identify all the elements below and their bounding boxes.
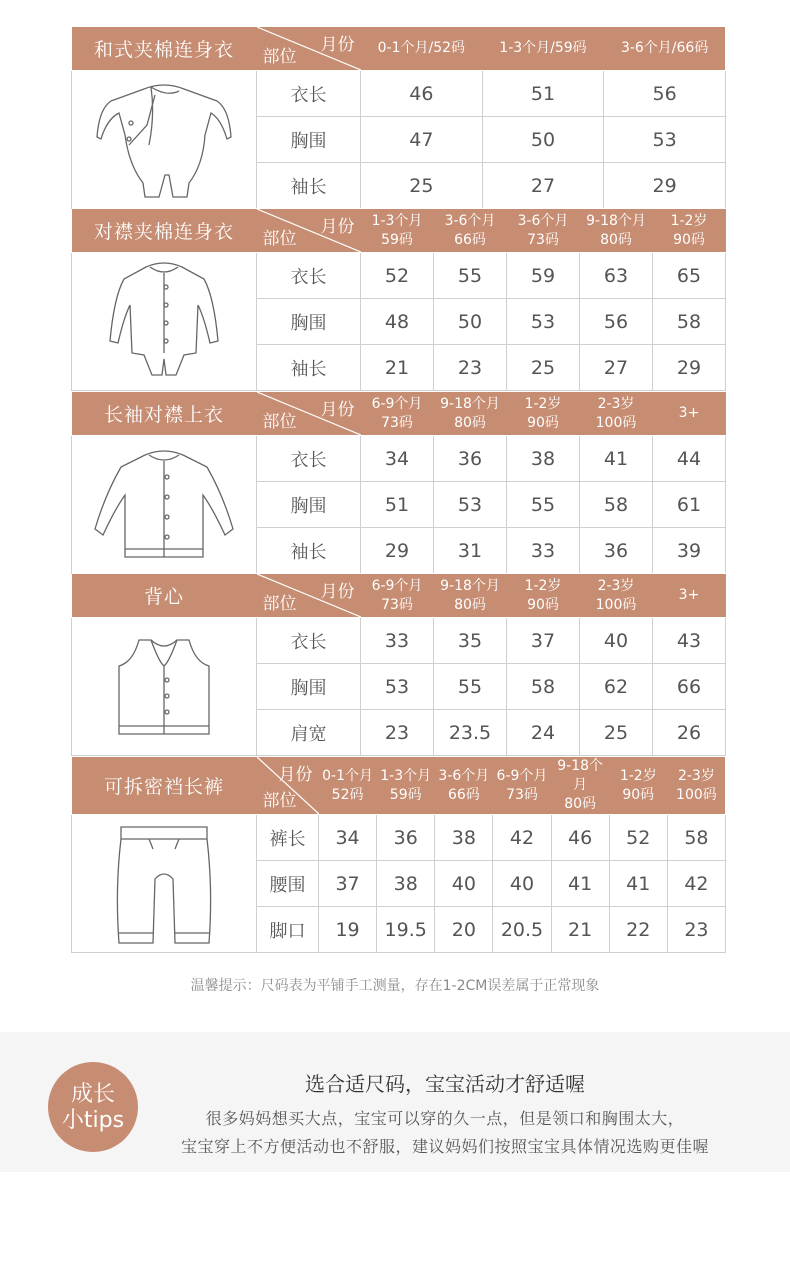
badge-line-2: 小tips — [61, 1108, 125, 1133]
measure-value: 23.5 — [434, 710, 507, 756]
tips-heading: 选合适尺码，宝宝活动才舒适喔 — [305, 1072, 585, 1096]
measure-label: 衣长 — [257, 618, 361, 664]
column-age: 1-2岁 — [619, 767, 657, 784]
size-column-header — [653, 392, 726, 436]
measure-value: 56 — [604, 71, 726, 117]
column-age: 0-1个月/52码 — [377, 40, 466, 56]
size-column-header — [507, 392, 580, 436]
column-size: 100码 — [595, 414, 637, 431]
table-row — [72, 71, 726, 117]
column-size: 90码 — [622, 786, 655, 803]
month-label: 月份 — [278, 765, 313, 785]
table-title: 对襟夹棉连身衣 — [72, 209, 257, 253]
measure-value: 23 — [434, 345, 507, 391]
part-label: 部位 — [262, 791, 297, 811]
size-note: 温馨提示：尺码表为平铺手工测量，存在1-2CM误差属于正常现象 — [190, 978, 600, 994]
column-age: 9-18个月 — [586, 212, 646, 229]
column-size: 90码 — [527, 414, 559, 431]
size-table — [71, 208, 726, 391]
measure-value: 33 — [507, 528, 580, 574]
column-age: 9-18个月 — [440, 395, 500, 412]
kimono-romper-icon — [72, 75, 256, 205]
size-column-header — [319, 757, 377, 815]
column-size: 90码 — [673, 231, 705, 248]
size-column-header — [551, 757, 609, 815]
column-size: 90码 — [527, 596, 559, 613]
size-column-header — [604, 27, 726, 71]
size-column-header — [609, 757, 667, 815]
tips-line-1: 很多妈妈想买大点，宝宝可以穿的久一点，但是领口和胸围太大， — [205, 1109, 685, 1128]
front-button-romper-icon — [72, 257, 256, 387]
column-size: 59码 — [381, 231, 413, 248]
column-size: 100码 — [676, 786, 717, 803]
month-label: 月份 — [320, 400, 355, 420]
measure-value: 36 — [580, 528, 653, 574]
measure-value: 41 — [609, 861, 667, 907]
measure-value: 24 — [507, 710, 580, 756]
garment-illustration — [72, 436, 257, 574]
diagonal-header — [257, 392, 361, 436]
measure-value: 58 — [653, 299, 726, 345]
measure-value: 44 — [653, 436, 726, 482]
measure-label: 胸围 — [257, 299, 361, 345]
column-size: 100码 — [595, 596, 637, 613]
measure-value: 34 — [361, 436, 434, 482]
garment-illustration — [72, 815, 257, 953]
table-title: 长袖对襟上衣 — [72, 392, 257, 436]
diagonal-header — [257, 757, 319, 815]
column-age: 3-6个月 — [438, 767, 490, 784]
measure-label: 肩宽 — [257, 710, 361, 756]
column-age: 6-9个月 — [371, 577, 423, 594]
measure-label: 衣长 — [257, 71, 361, 117]
table-row — [72, 436, 726, 482]
measure-value: 43 — [653, 618, 726, 664]
measure-value: 36 — [377, 815, 435, 861]
table-title: 背心 — [72, 574, 257, 618]
measure-label: 袖长 — [257, 163, 361, 209]
long-sleeve-top-icon — [72, 445, 256, 565]
measure-value: 55 — [434, 664, 507, 710]
pants-icon — [72, 819, 256, 949]
measure-value: 65 — [653, 253, 726, 299]
measure-value: 46 — [361, 71, 483, 117]
column-size: 73码 — [527, 231, 559, 248]
measure-value: 42 — [667, 861, 725, 907]
measure-value: 37 — [319, 861, 377, 907]
measure-value: 29 — [361, 528, 434, 574]
measure-value: 23 — [361, 710, 434, 756]
size-column-header — [653, 574, 726, 618]
measure-value: 40 — [493, 861, 551, 907]
column-size: 73码 — [506, 786, 538, 803]
size-column-header — [667, 757, 725, 815]
measure-value: 50 — [482, 117, 604, 163]
column-age: 3+ — [678, 587, 700, 603]
part-label: 部位 — [262, 47, 297, 67]
measure-value: 59 — [507, 253, 580, 299]
measure-value: 46 — [551, 815, 609, 861]
measure-value: 52 — [609, 815, 667, 861]
size-column-header — [434, 209, 507, 253]
column-size: 59码 — [389, 786, 422, 803]
part-label: 部位 — [262, 412, 297, 432]
measure-label: 袖长 — [257, 528, 361, 574]
measure-value: 38 — [377, 861, 435, 907]
measure-value: 19 — [319, 907, 377, 953]
month-label: 月份 — [320, 217, 355, 237]
table-row — [72, 253, 726, 299]
size-column-header — [493, 757, 551, 815]
measure-value: 19.5 — [377, 907, 435, 953]
size-column-header — [580, 574, 653, 618]
measure-value: 35 — [434, 618, 507, 664]
header-row — [72, 209, 726, 253]
measure-value: 27 — [580, 345, 653, 391]
garment-illustration — [72, 71, 257, 209]
measure-value: 53 — [604, 117, 726, 163]
column-size: 73码 — [381, 596, 413, 613]
measure-value: 29 — [604, 163, 726, 209]
measure-label: 胸围 — [257, 664, 361, 710]
column-age: 1-3个月 — [371, 212, 423, 229]
measure-value: 38 — [507, 436, 580, 482]
size-table — [71, 573, 726, 756]
part-label: 部位 — [262, 594, 297, 614]
measure-label: 胸围 — [257, 482, 361, 528]
size-column-header — [435, 757, 493, 815]
table-title: 和式夹棉连身衣 — [72, 27, 257, 71]
measure-value: 52 — [361, 253, 434, 299]
measure-value: 41 — [580, 436, 653, 482]
column-size: 80码 — [454, 414, 486, 431]
measure-value: 55 — [507, 482, 580, 528]
measure-value: 40 — [580, 618, 653, 664]
month-label: 月份 — [320, 35, 355, 55]
size-column-header — [653, 209, 726, 253]
size-column-header — [434, 392, 507, 436]
column-size: 80码 — [600, 231, 632, 248]
column-size: 66码 — [447, 786, 480, 803]
column-size: 73码 — [381, 414, 413, 431]
column-size: 80码 — [564, 796, 597, 812]
header-row — [72, 392, 726, 436]
measure-label: 脚口 — [257, 907, 319, 953]
tips-panel — [0, 1032, 790, 1172]
measure-value: 37 — [507, 618, 580, 664]
diagonal-header — [257, 209, 361, 253]
measure-value: 21 — [551, 907, 609, 953]
measure-label: 衣长 — [257, 253, 361, 299]
measure-value: 40 — [435, 861, 493, 907]
column-age: 1-3个月 — [380, 767, 432, 784]
garment-illustration — [72, 253, 257, 391]
header-row — [72, 27, 726, 71]
measure-value: 26 — [653, 710, 726, 756]
table-row — [72, 618, 726, 664]
measure-value: 36 — [434, 436, 507, 482]
column-size: 66码 — [454, 231, 486, 248]
column-age: 9-18个月 — [557, 758, 604, 793]
column-age: 2-3岁 — [597, 577, 635, 594]
measure-value: 41 — [551, 861, 609, 907]
measure-value: 53 — [434, 482, 507, 528]
measure-value: 55 — [434, 253, 507, 299]
measure-value: 61 — [653, 482, 726, 528]
column-age: 3+ — [678, 405, 700, 421]
measure-value: 25 — [361, 163, 483, 209]
size-column-header — [377, 757, 435, 815]
diagonal-header — [257, 27, 361, 71]
column-age: 1-2岁 — [524, 577, 562, 594]
vest-icon — [72, 632, 256, 742]
column-age: 0-1个月 — [322, 767, 373, 784]
measure-label: 袖长 — [257, 345, 361, 391]
column-age: 6-9个月 — [371, 395, 423, 412]
garment-illustration — [72, 618, 257, 756]
tips-line-2: 宝宝穿上不方便活动也不舒服，建议妈妈们按照宝宝具体情况选购更佳喔 — [180, 1137, 709, 1156]
size-column-header — [361, 392, 434, 436]
measure-value: 33 — [361, 618, 434, 664]
measure-value: 25 — [580, 710, 653, 756]
table-title: 可拆密裆长裤 — [72, 757, 257, 815]
column-size: 80码 — [454, 596, 486, 613]
measure-value: 58 — [667, 815, 725, 861]
measure-value: 48 — [361, 299, 434, 345]
measure-value: 53 — [361, 664, 434, 710]
size-table — [71, 391, 726, 574]
size-column-header — [361, 574, 434, 618]
size-column-header — [580, 392, 653, 436]
tips-badge — [48, 1062, 138, 1152]
column-age: 3-6个月 — [444, 212, 496, 229]
measure-value: 34 — [319, 815, 377, 861]
size-table — [71, 26, 726, 209]
measure-value: 25 — [507, 345, 580, 391]
header-row — [72, 574, 726, 618]
size-column-header — [507, 574, 580, 618]
measure-value: 51 — [361, 482, 434, 528]
measure-value: 47 — [361, 117, 483, 163]
measure-value: 66 — [653, 664, 726, 710]
measure-value: 53 — [507, 299, 580, 345]
measure-value: 42 — [493, 815, 551, 861]
measure-value: 38 — [435, 815, 493, 861]
measure-value: 58 — [507, 664, 580, 710]
badge-line-1: 成长 — [70, 1082, 115, 1107]
measure-value: 58 — [580, 482, 653, 528]
column-age: 3-6个月/66码 — [620, 40, 709, 56]
diagonal-header — [257, 574, 361, 618]
measure-value: 21 — [361, 345, 434, 391]
column-age: 1-2岁 — [670, 212, 708, 229]
column-age: 3-6个月 — [517, 212, 569, 229]
measure-value: 31 — [434, 528, 507, 574]
measure-label: 裤长 — [257, 815, 319, 861]
header-row — [72, 757, 726, 815]
measure-value: 20.5 — [493, 907, 551, 953]
part-label: 部位 — [262, 229, 297, 249]
size-column-header — [434, 574, 507, 618]
month-label: 月份 — [320, 582, 355, 602]
size-column-header — [507, 209, 580, 253]
measure-value: 20 — [435, 907, 493, 953]
column-age: 9-18个月 — [440, 577, 500, 594]
column-age: 2-3岁 — [677, 767, 715, 784]
column-age: 2-3岁 — [597, 395, 635, 412]
table-row — [72, 815, 726, 861]
size-column-header — [361, 27, 483, 71]
measure-label: 衣长 — [257, 436, 361, 482]
measure-value: 23 — [667, 907, 725, 953]
column-age: 1-2岁 — [524, 395, 562, 412]
measure-value: 22 — [609, 907, 667, 953]
size-table — [71, 756, 726, 953]
measure-label: 胸围 — [257, 117, 361, 163]
measure-label: 腰围 — [257, 861, 319, 907]
measure-value: 39 — [653, 528, 726, 574]
measure-value: 62 — [580, 664, 653, 710]
size-column-header — [361, 209, 434, 253]
size-column-header — [482, 27, 604, 71]
column-size: 52码 — [331, 786, 364, 803]
measure-value: 51 — [482, 71, 604, 117]
measure-value: 27 — [482, 163, 604, 209]
measure-value: 63 — [580, 253, 653, 299]
measure-value: 56 — [580, 299, 653, 345]
column-age: 1-3个月/59码 — [499, 40, 587, 56]
column-age: 6-9个月 — [496, 767, 548, 784]
measure-value: 29 — [653, 345, 726, 391]
size-column-header — [580, 209, 653, 253]
measure-value: 50 — [434, 299, 507, 345]
